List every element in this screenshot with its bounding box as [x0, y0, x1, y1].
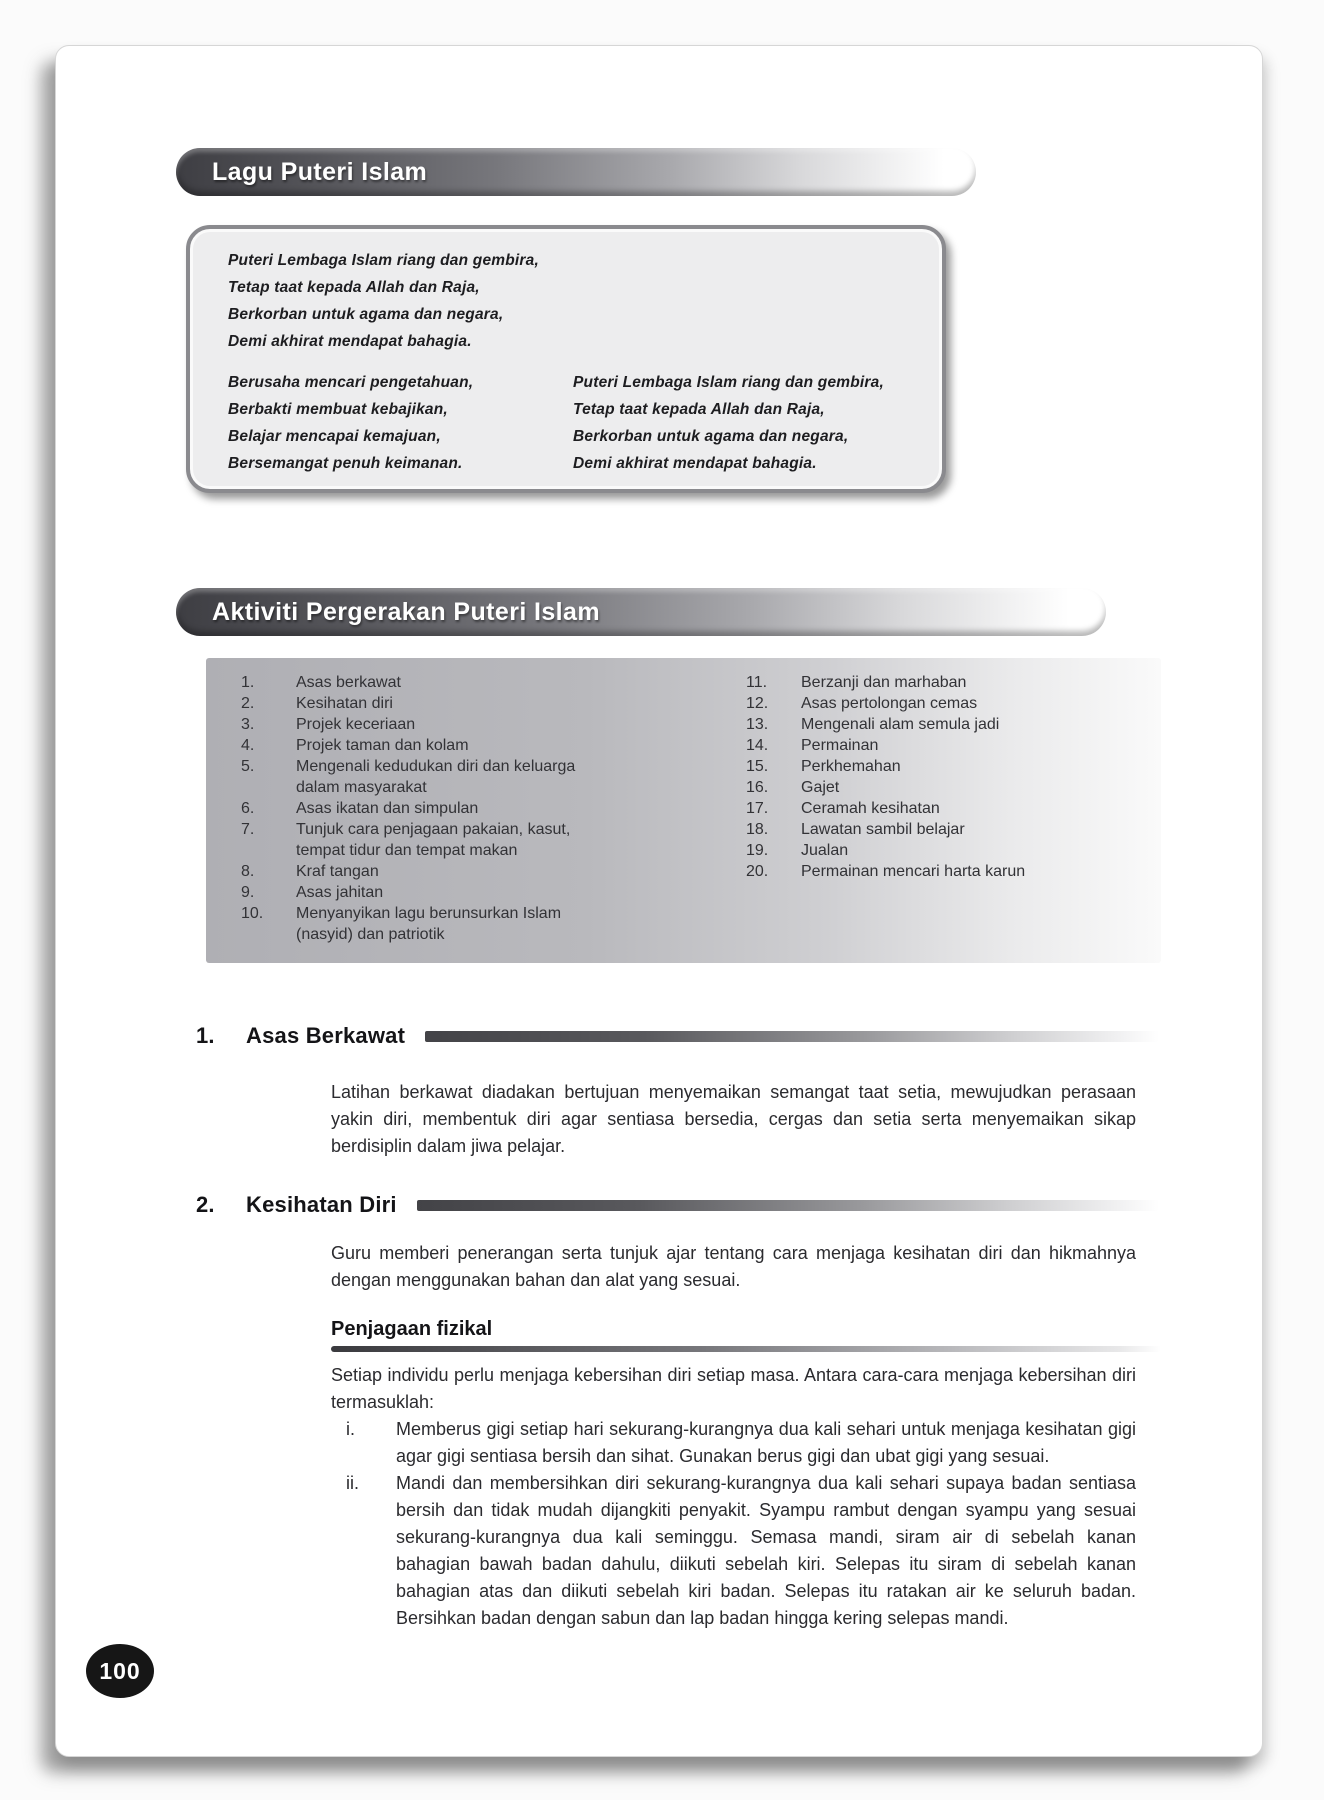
- activity-label: Menyanyikan lagu berunsurkan Islam (nasyid) dan patriotik: [296, 905, 562, 943]
- activities-column-right: [746, 672, 1146, 945]
- activity-item: [241, 714, 706, 735]
- activity-label: Mengenali kedudukan diri dan keluarga dalam masyarakat: [296, 758, 576, 796]
- activities-list-box: [206, 658, 1161, 963]
- activity-item: [746, 756, 1146, 777]
- activity-label: Asas ikatan dan simpulan: [296, 800, 479, 817]
- activity-item: [746, 798, 1146, 819]
- activity-label: Asas pertolongan cemas: [801, 695, 978, 712]
- section-title: Asas Berkawat: [246, 1023, 406, 1048]
- activity-number: 1.: [241, 674, 255, 691]
- activity-item: [746, 819, 1146, 840]
- lyrics-line: Belajar mencapai kemajuan,: [228, 428, 441, 445]
- activity-label: Gajet: [801, 779, 840, 796]
- activity-number: 10.: [241, 905, 264, 922]
- activity-item: [746, 714, 1146, 735]
- activity-item: [746, 777, 1146, 798]
- document-page: [55, 45, 1263, 1757]
- activity-label: Berzanji dan marhaban: [801, 674, 967, 691]
- activity-item: [746, 840, 1146, 861]
- activity-label: Asas jahitan: [296, 884, 384, 901]
- activity-number: 14.: [746, 737, 769, 754]
- roman-list-item: [346, 1470, 1136, 1632]
- banner-lagu-title: Lagu Puteri Islam: [212, 157, 428, 186]
- activity-item: [746, 672, 1146, 693]
- activity-item: [241, 693, 706, 714]
- activity-number: 3.: [241, 716, 255, 733]
- activity-item: [241, 756, 706, 798]
- lyrics-line: Berusaha mencari pengetahuan,: [228, 374, 474, 391]
- activity-label: Kraf tangan: [296, 863, 379, 880]
- activity-label: Projek taman dan kolam: [296, 737, 469, 754]
- lyrics-line: Bersemangat penuh keimanan.: [228, 455, 463, 472]
- activity-label: Jualan: [801, 842, 849, 859]
- activity-label: Permainan mencari harta karun: [801, 863, 1026, 880]
- activity-label: Tunjuk cara penjagaan pakaian, kasut, tempat tidur dan tempat makan: [296, 821, 571, 859]
- activity-number: 5.: [241, 758, 255, 775]
- activity-item: [746, 735, 1146, 756]
- activity-number: 4.: [241, 737, 255, 754]
- banner-aktiviti-pergerakan: [176, 588, 1106, 636]
- lyrics-line: Demi akhirat mendapat bahagia.: [573, 455, 817, 472]
- roman-list-item: [346, 1416, 1136, 1470]
- subsection-title-penjagaan-fizikal: Penjagaan fizikal: [331, 1318, 493, 1340]
- lyrics-line: Puteri Lembaga Islam riang dan gembira,: [228, 252, 539, 269]
- banner-lagu-puteri-islam: [176, 148, 976, 196]
- activity-label: Kesihatan diri: [296, 695, 393, 712]
- activity-number: 18.: [746, 821, 769, 838]
- activity-number: 2.: [241, 695, 255, 712]
- lyrics-stanza-3: [573, 369, 932, 477]
- activity-number: 8.: [241, 863, 255, 880]
- activity-number: 16.: [746, 779, 769, 796]
- activity-number: 11.: [746, 674, 768, 691]
- roman-numeral: i.: [346, 1419, 355, 1439]
- section-heading-kesihatan-diri: [196, 1192, 1159, 1218]
- section-number: 2.: [196, 1192, 215, 1217]
- lyrics-bottom-row: [228, 369, 932, 477]
- activity-item: [241, 798, 706, 819]
- activity-number: 19.: [746, 842, 769, 859]
- section-2-paragraph: Guru memberi penerangan serta tunjuk ajar tentang cara menjaga kesihatan diri dan hikmahnya dengan menggunakan bahan dan alat yang sesuai.: [331, 1243, 1136, 1290]
- roman-item-text: Mandi dan membersihkan diri sekurang-kurangnya dua kali sehari supaya badan sentiasa bersih dan tidak mudah dijangkiti penyakit. Syampu rambut dengan syampu yang sesuai sekurang-kurangnya dua kali seminggu. Semasa mandi, siram air di sebelah kanan bahagian bawah badan dahulu, diikuti sebelah kiri. Selepas itu siram di sebelah kanan bahagian atas dan diikuti sebelah kiri badan. Selepas itu ratakan air ke seluruh badan. Bersihkan badan dengan sabun dan lap badan hingga kering selepas mandi.: [396, 1473, 1136, 1628]
- activity-label: Projek keceriaan: [296, 716, 416, 733]
- lyrics-line: Berbakti membuat kebajikan,: [228, 401, 448, 418]
- roman-numeral: ii.: [346, 1473, 359, 1493]
- subsection-roman-list: [346, 1416, 1136, 1632]
- song-lyrics-box: [186, 225, 946, 493]
- activity-item: [241, 672, 706, 693]
- section-heading-asas-berkawat: [196, 1023, 1159, 1049]
- activity-number: 17.: [746, 800, 769, 817]
- activity-item: [746, 861, 1146, 882]
- heading-gradient-bar: [425, 1031, 1159, 1042]
- subsection-gradient-rule: [331, 1346, 1161, 1352]
- activity-number: 13.: [746, 716, 769, 733]
- roman-item-text: Memberus gigi setiap hari sekurang-kurangnya dua kali sehari untuk menjaga kesihatan gigi agar gigi sentiasa bersih dan sihat. Gunakan berus gigi dan ubat gigi yang sesuai.: [396, 1419, 1136, 1466]
- lyrics-line: Tetap taat kepada Allah dan Raja,: [228, 279, 480, 296]
- activity-item: [241, 735, 706, 756]
- activity-item: [241, 882, 706, 903]
- activity-item: [746, 693, 1146, 714]
- banner-aktiviti-title: Aktiviti Pergerakan Puteri Islam: [212, 597, 600, 626]
- activity-label: Ceramah kesihatan: [801, 800, 940, 817]
- activity-label: Permainan: [801, 737, 879, 754]
- lyrics-line: Demi akhirat mendapat bahagia.: [228, 333, 472, 350]
- activity-number: 20.: [746, 863, 769, 880]
- heading-gradient-bar: [417, 1200, 1159, 1211]
- activity-number: 12.: [746, 695, 769, 712]
- activity-item: [241, 903, 706, 945]
- subsection-intro: Setiap individu perlu menjaga kebersihan diri setiap masa. Antara cara-cara menjaga kebersihan diri termasuklah:: [331, 1365, 1136, 1412]
- lyrics-line: Berkorban untuk agama dan negara,: [573, 428, 849, 445]
- page-number-badge: [86, 1644, 154, 1698]
- section-title: Kesihatan Diri: [246, 1192, 397, 1217]
- lyrics-stanza-2: [228, 369, 573, 477]
- section-number: 1.: [196, 1023, 215, 1048]
- activity-item: [241, 861, 706, 882]
- page-number: 100: [99, 1657, 141, 1684]
- activity-number: 15.: [746, 758, 769, 775]
- lyrics-stanza-1: [228, 247, 932, 355]
- section-1-paragraph: Latihan berkawat diadakan bertujuan menyemaikan semangat taat setia, mewujudkan perasaan yakin diri, membentuk diri agar sentiasa bersedia, cergas dan setia serta menyemaikan sikap berdisiplin dalam jiwa pelajar.: [331, 1082, 1136, 1156]
- activity-number: 6.: [241, 800, 255, 817]
- activity-label: Mengenali alam semula jadi: [801, 716, 1000, 733]
- lyrics-line: Tetap taat kepada Allah dan Raja,: [573, 401, 825, 418]
- activity-label: Perkhemahan: [801, 758, 901, 775]
- activity-label: Lawatan sambil belajar: [801, 821, 965, 838]
- activity-item: [241, 819, 706, 861]
- activity-label: Asas berkawat: [296, 674, 401, 691]
- activity-number: 9.: [241, 884, 255, 901]
- activity-number: 7.: [241, 821, 255, 838]
- lyrics-line: Berkorban untuk agama dan negara,: [228, 306, 504, 323]
- activities-column-left: [241, 672, 706, 945]
- lyrics-line: Puteri Lembaga Islam riang dan gembira,: [573, 374, 884, 391]
